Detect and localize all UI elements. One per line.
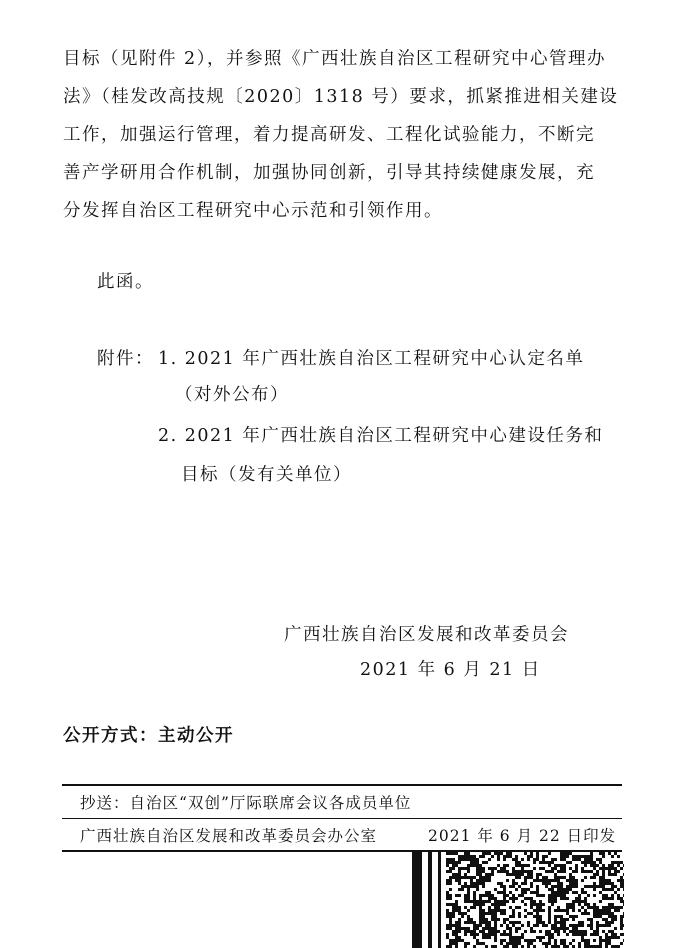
- disclosure-value: 主动公开: [158, 726, 234, 746]
- top-rule: [62, 784, 622, 786]
- attachment-item-2-note: 目标（发有关单位）: [181, 465, 352, 485]
- attachment-item-1: 1. 2021 年广西壮族自治区工程研究中心认定名单: [158, 349, 585, 369]
- body-line: 善产学研用合作机制，加强协同创新，引导其持续健康发展，充: [63, 163, 595, 183]
- signature-org: 广西壮族自治区发展和改革委员会: [284, 625, 569, 645]
- body-line: 目标（见附件 2），并参照《广西壮族自治区工程研究中心管理办: [63, 49, 606, 69]
- body-line: 分发挥自治区工程研究中心示范和引领作用。: [63, 201, 443, 221]
- body-paragraph: [63, 40, 635, 230]
- attachment-item-2: 2. 2021 年广西壮族自治区工程研究中心建设任务和: [158, 426, 604, 446]
- body-line: 法》（桂发改高技规〔2020〕1318 号）要求，抓紧推进相关建设: [63, 87, 619, 107]
- disclosure-label: 公开方式：: [63, 726, 158, 746]
- disclosure-line: [63, 722, 234, 747]
- cc-label: 抄送：: [80, 794, 130, 812]
- cc-value: 自治区“双创”厅际联席会议各成员单位: [129, 794, 412, 812]
- issuer-office: 广西壮族自治区发展和改革委员会办公室: [80, 827, 378, 845]
- attachment-item-1-note: （对外公布）: [175, 385, 289, 405]
- middle-rule: [62, 818, 622, 819]
- issuer-print-date: 2021 年 6 月 22 日印发: [428, 827, 617, 845]
- cc-line: [80, 791, 411, 813]
- body-line: 工作，加强运行管理，着力提高研发、工程化试验能力，不断完: [63, 125, 595, 145]
- attachment-label: 附件：: [97, 349, 154, 369]
- closing-text: 此函。: [97, 272, 154, 292]
- barcode-image: [412, 852, 624, 948]
- signature-date: 2021 年 6 月 21 日: [360, 660, 541, 680]
